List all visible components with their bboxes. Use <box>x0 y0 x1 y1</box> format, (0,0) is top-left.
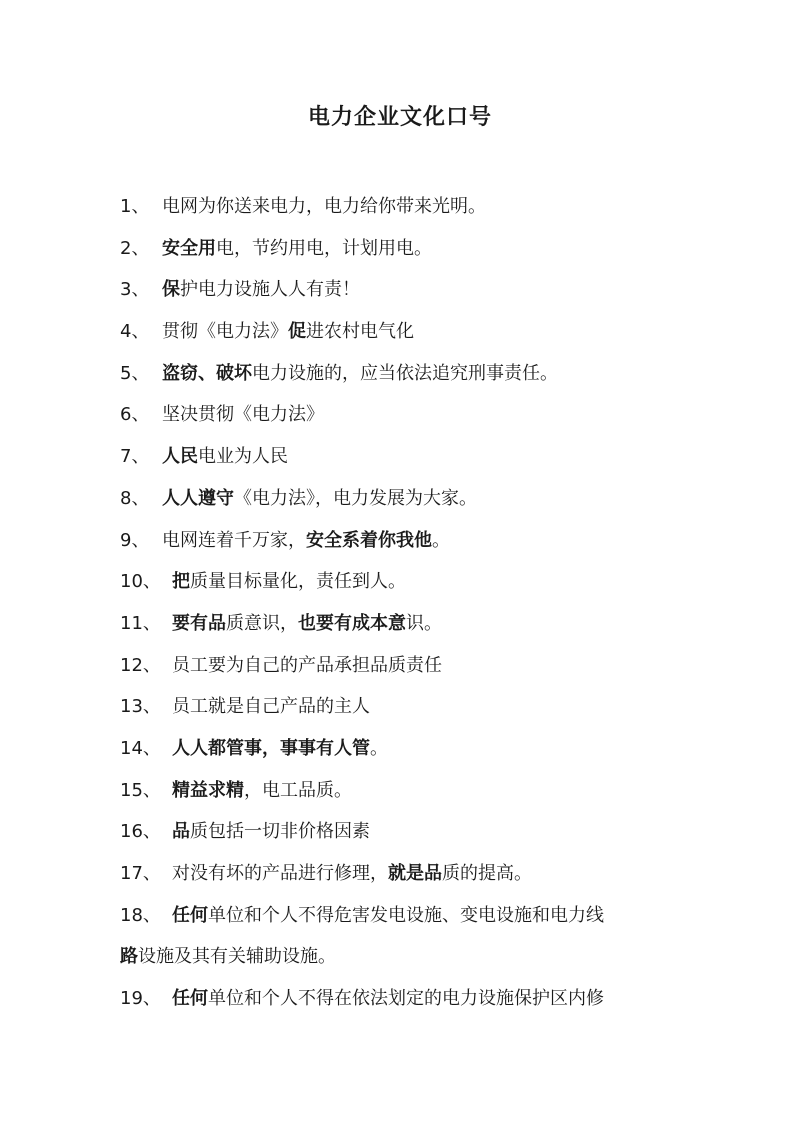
bold-segment: 人人遵守 <box>162 487 234 509</box>
bold-segment: 安全用 <box>162 237 216 259</box>
bold-segment: 把 <box>172 571 190 593</box>
item-number: 12、 <box>120 654 161 676</box>
list-item <box>120 186 700 228</box>
item-text <box>172 780 352 801</box>
text-segment: 员工就是自己产品的主人 <box>172 696 370 718</box>
list-item <box>120 394 700 436</box>
list-item <box>120 978 700 1020</box>
item-text <box>162 321 414 342</box>
text-segment: 质量目标量化，责任到人。 <box>190 571 406 593</box>
text-segment: 识。 <box>406 612 442 634</box>
list-item <box>120 269 700 311</box>
list-item <box>120 436 700 478</box>
item-text <box>172 738 388 759</box>
list-item <box>120 478 700 520</box>
list-item <box>120 853 700 895</box>
text-segment: 电网为你送来电力，电力给你带来光明。 <box>162 196 486 217</box>
item-number: 9、 <box>120 529 150 551</box>
item-number: 18、 <box>120 904 161 926</box>
bold-segment: 要有品 <box>172 612 226 634</box>
item-text <box>162 488 477 509</box>
item-text <box>120 946 336 967</box>
item-number: 14、 <box>120 737 161 759</box>
list-item <box>120 686 700 728</box>
list-item <box>120 311 700 353</box>
text-segment: 电，节约用电，计划用电。 <box>216 237 432 259</box>
item-text <box>162 404 324 425</box>
text-segment: 电力设施的，应当依法追究刑事责任。 <box>252 362 558 384</box>
item-number: 13、 <box>120 696 161 718</box>
list-item <box>120 228 700 270</box>
text-segment: 护电力设施人人有责！ <box>180 279 360 301</box>
item-number: 10、 <box>120 571 161 593</box>
item-number: 2、 <box>120 237 150 259</box>
list-item <box>120 770 700 812</box>
text-segment: ，电工品质。 <box>244 779 352 801</box>
text-segment: 电网连着千万家， <box>162 529 306 551</box>
text-segment: 单位和个人不得在依法划定的电力设施保护区内修 <box>208 988 604 1010</box>
bold-segment: 人民 <box>162 446 198 468</box>
text-segment: 坚决贯彻《电力法》 <box>162 404 324 426</box>
bold-segment: 安全系着你我他 <box>306 529 432 551</box>
item-text <box>162 530 450 551</box>
text-segment: 设施及其有关辅助设施。 <box>138 946 336 968</box>
list-item <box>120 811 700 853</box>
item-text <box>162 446 288 467</box>
item-number: 7、 <box>120 446 150 468</box>
list-item <box>120 520 700 562</box>
item-text <box>172 571 406 592</box>
item-number: 5、 <box>120 362 150 384</box>
list-item-continuation <box>120 936 700 978</box>
bold-segment: 人人都管事，事事有人管 <box>172 737 370 759</box>
item-text <box>162 363 558 384</box>
text-segment: 对没有坏的产品进行修理， <box>172 863 388 884</box>
text-segment: 单位和个人不得危害发电设施、变电设施和电力线 <box>208 904 604 926</box>
item-text <box>162 279 360 300</box>
item-number: 8、 <box>120 487 150 509</box>
bold-segment: 精益求精 <box>172 779 244 801</box>
text-segment: 进农村电气化 <box>306 321 414 343</box>
text-segment: 。 <box>370 737 388 759</box>
item-number: 17、 <box>120 863 161 884</box>
item-text <box>162 196 486 217</box>
list-item <box>120 645 700 687</box>
bold-segment: 路 <box>120 946 138 968</box>
text-segment: 电业为人民 <box>198 446 288 468</box>
item-text <box>172 905 604 926</box>
item-number: 16、 <box>120 821 161 843</box>
list-item <box>120 561 700 603</box>
bold-segment: 就是品 <box>388 863 442 884</box>
item-number: 6、 <box>120 404 150 426</box>
item-text <box>172 988 604 1009</box>
bold-segment: 也要有成本意 <box>298 612 406 634</box>
list-item <box>120 728 700 770</box>
item-text <box>172 863 532 884</box>
text-segment: 质包括一切非价格因素 <box>190 821 370 843</box>
list-item <box>120 603 700 645</box>
text-segment: 质意识， <box>226 612 298 634</box>
item-number: 19、 <box>120 988 161 1010</box>
bold-segment: 盗窃、破坏 <box>162 362 252 384</box>
item-text <box>172 821 370 842</box>
list-item <box>120 895 700 937</box>
bold-segment: 任何 <box>172 904 208 926</box>
text-segment: 《电力法》，电力发展为大家。 <box>234 487 477 509</box>
text-segment: 质的提高。 <box>442 863 532 884</box>
item-text <box>162 238 432 259</box>
text-segment: 贯彻《电力法》 <box>162 321 288 343</box>
slogan-list <box>120 186 700 1020</box>
item-number: 4、 <box>120 321 150 343</box>
item-number: 1、 <box>120 196 150 217</box>
item-text <box>172 655 442 676</box>
bold-segment: 品 <box>172 821 190 843</box>
list-item <box>120 353 700 395</box>
item-number: 15、 <box>120 779 161 801</box>
bold-segment: 促 <box>288 321 306 343</box>
item-text <box>172 613 442 634</box>
page-title: 电力企业文化口号 <box>307 105 492 130</box>
text-segment: 员工要为自己的产品承担品质责任 <box>172 654 442 676</box>
item-text <box>172 696 370 717</box>
item-number: 3、 <box>120 279 150 301</box>
item-number: 11、 <box>120 612 161 634</box>
bold-segment: 保 <box>162 279 180 301</box>
bold-segment: 任何 <box>172 988 208 1010</box>
text-segment: 。 <box>432 529 450 551</box>
